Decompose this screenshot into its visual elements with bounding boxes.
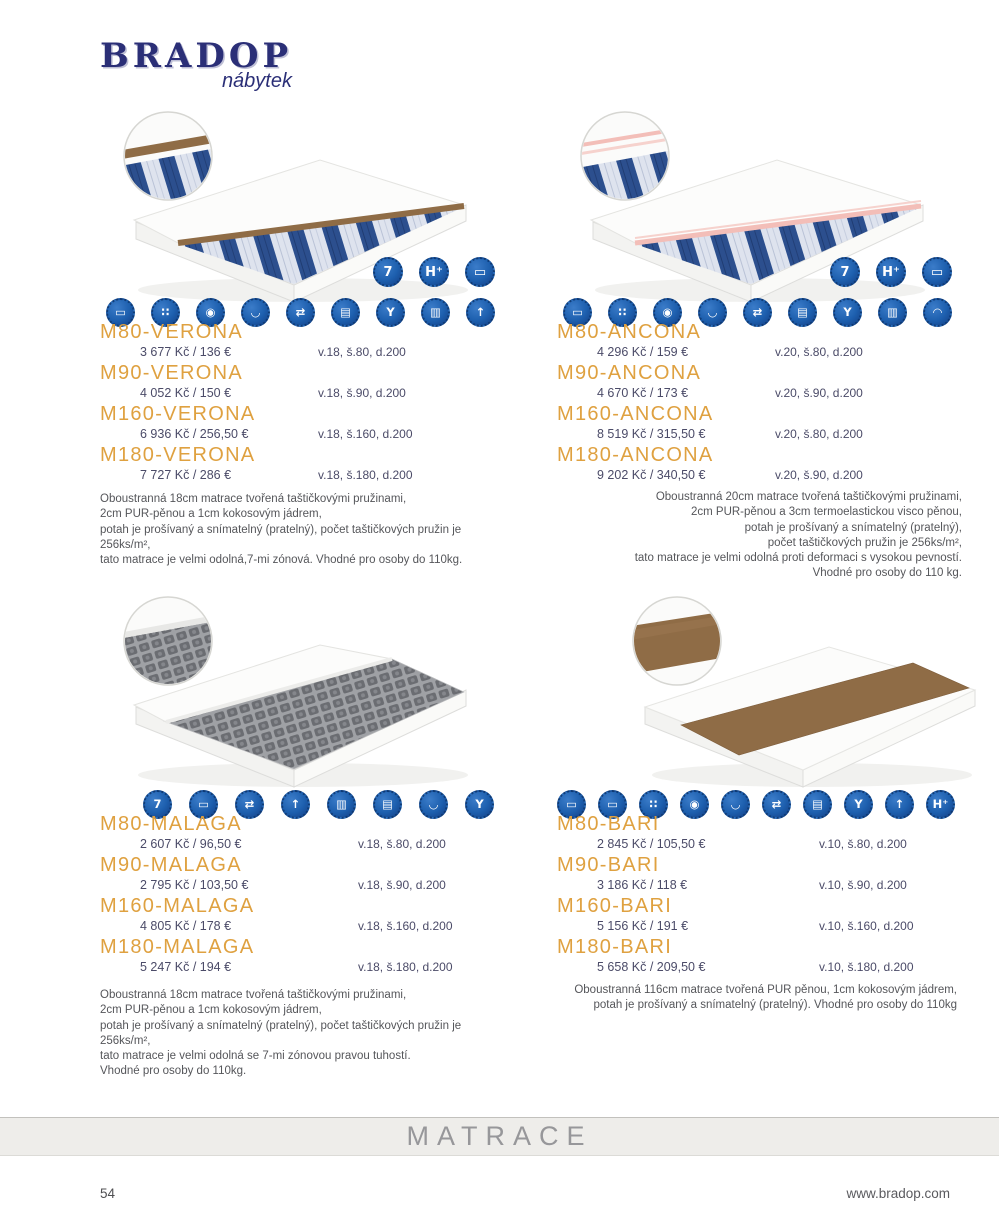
variant-row	[557, 814, 957, 855]
mattress-icon: ▭	[189, 790, 218, 819]
brand-logo	[100, 36, 300, 93]
mattress-icon: ▭	[563, 298, 592, 327]
product-price: 8 519 Kč / 315,50 €	[597, 427, 706, 441]
mattress-icon: ▭	[922, 257, 952, 287]
variant-row	[100, 855, 510, 896]
anti-allergic-icon: Y	[844, 790, 873, 819]
product-dimensions: v.18, š.80, d.200	[318, 345, 406, 359]
product-price: 5 156 Kč / 191 €	[597, 919, 689, 933]
product-dimensions: v.18, š.180, d.200	[358, 960, 453, 974]
brand-name: BRADOP	[100, 36, 293, 76]
variant-row	[557, 937, 957, 978]
product-name: M180-BARI	[557, 936, 673, 958]
variant-row	[557, 322, 962, 363]
product-dimensions: v.18, š.90, d.200	[318, 386, 406, 400]
product-price: 3 677 Kč / 136 €	[140, 345, 232, 359]
anti-allergic-icon: Y	[376, 298, 405, 327]
washable-icon: ◡	[241, 298, 270, 327]
product-name: M180-ANCONA	[557, 444, 714, 466]
product-dimensions: v.10, š.90, d.200	[819, 878, 907, 892]
variant-list	[557, 322, 962, 486]
variant-row	[100, 896, 510, 937]
product-dimensions: v.20, š.80, d.200	[775, 345, 863, 359]
seven-zones-icon: 7	[143, 790, 172, 819]
removable-cover-icon: ▤	[788, 298, 817, 327]
product-description: Oboustranná 20cm matrace tvořená taštičkovými pružinami, 2cm PUR-pěnou a 3cm termoelastickou visco pěnou, potah je prošívaný a snímatelný (pratelný), počet taštičkových pružin je 256ks/m², tato matrace je velmi odolná proti deformaci s vysokou pevností. Vhodné pro osoby do 110 kg.	[634, 491, 962, 580]
product-dimensions: v.20, š.80, d.200	[775, 427, 863, 441]
product-name: M80-BARI	[557, 813, 660, 835]
feature-badges-top	[373, 257, 495, 287]
product-dimensions: v.10, š.160, d.200	[819, 919, 914, 933]
website-url: www.bradop.com	[846, 1186, 950, 1201]
washable-icon: ◡	[698, 298, 727, 327]
double-sided-icon: ⇄	[743, 298, 772, 327]
product-name: M160-VERONA	[100, 403, 256, 425]
section-band	[0, 1117, 999, 1156]
product-price: 7 727 Kč / 286 €	[140, 468, 232, 482]
product-card-ancona	[557, 110, 962, 580]
product-dimensions: v.18, š.90, d.200	[358, 878, 446, 892]
pocket-springs-icon: ∷	[151, 298, 180, 327]
roll-packed-icon: ▭	[598, 790, 627, 819]
product-name: M80-VERONA	[100, 321, 244, 343]
product-description: Oboustranná 116cm matrace tvořená PUR pěnou, 1cm kokosovým jádrem, potah je prošívaný a snímatelný (pratelný). Vhodné pro osoby do 110kg	[574, 984, 957, 1012]
product-price: 5 658 Kč / 209,50 €	[597, 960, 706, 974]
product-image-malaga	[108, 595, 488, 790]
variant-row	[557, 855, 957, 896]
hardness-icon: H⁺	[876, 257, 906, 287]
product-dimensions: v.18, š.160, d.200	[358, 919, 453, 933]
washable-icon: ◡	[419, 790, 448, 819]
product-price: 4 296 Kč / 159 €	[597, 345, 689, 359]
product-name: M80-ANCONA	[557, 321, 702, 343]
product-dimensions: v.10, š.80, d.200	[819, 837, 907, 851]
height-icon: ↑	[281, 790, 310, 819]
product-name: M90-MALAGA	[100, 854, 242, 876]
removable-cover-icon: ▤	[803, 790, 832, 819]
variant-row	[100, 322, 510, 363]
product-description: Oboustranná 18cm matrace tvořená taštičkovými pružinami, 2cm PUR-pěnou a 1cm kokosovým jádrem, potah je prošívaný a snímatelný (pratelný), počet taštičkových pružin je 256ks/m², tato matrace je velmi odolná,7-mi zónová. Vhodné pro osoby do 110kg.	[100, 493, 463, 567]
product-dimensions: v.18, š.80, d.200	[358, 837, 446, 851]
product-card-malaga	[100, 595, 510, 1078]
product-description: Oboustranná 18cm matrace tvořená taštičkovými pružinami, 2cm PUR-pěnou a 1cm kokosovým jádrem, potah je prošívaný a snímatelný (pratelný), počet taštičkových pružin je 256ks/m², tato matrace je velmi odolná se 7-mi zónovou pravou tuhostí. Vhodné pro osoby do 110kg.	[100, 989, 462, 1078]
mattress-icon: ▭	[557, 790, 586, 819]
product-dimensions: v.20, š.90, d.200	[775, 468, 863, 482]
anti-allergic-icon: Y	[833, 298, 862, 327]
product-dimensions: v.10, š.180, d.200	[819, 960, 914, 974]
variant-list	[100, 814, 510, 978]
height-icon: ↑	[466, 298, 495, 327]
seven-zones-icon: 7	[373, 257, 403, 287]
spring-icon: ◉	[680, 790, 709, 819]
product-name: M80-MALAGA	[100, 813, 242, 835]
product-price: 6 936 Kč / 256,50 €	[140, 427, 249, 441]
product-image-bari	[617, 595, 997, 790]
variant-list	[557, 814, 957, 978]
mattress-icon: ▭	[465, 257, 495, 287]
washable-icon: ◡	[721, 790, 750, 819]
product-price: 2 845 Kč / 105,50 €	[597, 837, 706, 851]
feature-badges-top	[830, 257, 952, 287]
variant-row	[557, 445, 962, 486]
product-dimensions: v.20, š.90, d.200	[775, 386, 863, 400]
product-card-verona	[100, 110, 510, 580]
removable-cover-icon: ▤	[373, 790, 402, 819]
product-dimensions: v.18, š.180, d.200	[318, 468, 413, 482]
removable-cover-icon: ▤	[331, 298, 360, 327]
product-name: M160-BARI	[557, 895, 673, 917]
product-price: 9 202 Kč / 340,50 €	[597, 468, 706, 482]
product-name: M160-ANCONA	[557, 403, 714, 425]
quilted-cover-icon: ▥	[327, 790, 356, 819]
seven-zones-icon: 7	[830, 257, 860, 287]
product-price: 2 795 Kč / 103,50 €	[140, 878, 249, 892]
variant-list	[100, 322, 510, 486]
hardness-icon: H⁺	[926, 790, 955, 819]
variant-row	[557, 363, 962, 404]
product-name: M160-MALAGA	[100, 895, 255, 917]
variant-row	[100, 404, 510, 445]
brand-tagline: nábytek	[221, 70, 292, 92]
spring-icon: ◉	[196, 298, 225, 327]
product-name: M90-ANCONA	[557, 362, 702, 384]
product-name: M90-BARI	[557, 854, 660, 876]
product-price: 4 670 Kč / 173 €	[597, 386, 689, 400]
product-price: 4 805 Kč / 178 €	[140, 919, 232, 933]
hardness-icon: H⁺	[419, 257, 449, 287]
height-icon: ↑	[885, 790, 914, 819]
product-price: 3 186 Kč / 118 €	[597, 878, 688, 892]
pocket-springs-icon: ∷	[639, 790, 668, 819]
section-title: MATRACE	[406, 1121, 593, 1151]
product-price: 4 052 Kč / 150 €	[140, 386, 232, 400]
double-sided-icon: ⇄	[762, 790, 791, 819]
pocket-springs-icon: ∷	[608, 298, 637, 327]
double-sided-icon: ⇄	[235, 790, 264, 819]
anti-allergic-icon: Y	[465, 790, 494, 819]
product-name: M90-VERONA	[100, 362, 244, 384]
variant-row	[557, 896, 957, 937]
product-price: 5 247 Kč / 194 €	[140, 960, 232, 974]
variant-row	[100, 445, 510, 486]
quilted-cover-icon: ▥	[421, 298, 450, 327]
mattress-icon: ▭	[106, 298, 135, 327]
variant-row	[100, 814, 510, 855]
product-dimensions: v.18, š.160, d.200	[318, 427, 413, 441]
quilted-cover-icon: ▥	[878, 298, 907, 327]
product-name: M180-MALAGA	[100, 936, 255, 958]
product-card-bari	[557, 595, 957, 1065]
spring-icon: ◉	[653, 298, 682, 327]
pillow-icon: ◠	[923, 298, 952, 327]
double-sided-icon: ⇄	[286, 298, 315, 327]
variant-row	[557, 404, 962, 445]
product-price: 2 607 Kč / 96,50 €	[140, 837, 242, 851]
product-name: M180-VERONA	[100, 444, 256, 466]
page-number: 54	[100, 1186, 116, 1201]
variant-row	[100, 363, 510, 404]
variant-row	[100, 937, 510, 978]
